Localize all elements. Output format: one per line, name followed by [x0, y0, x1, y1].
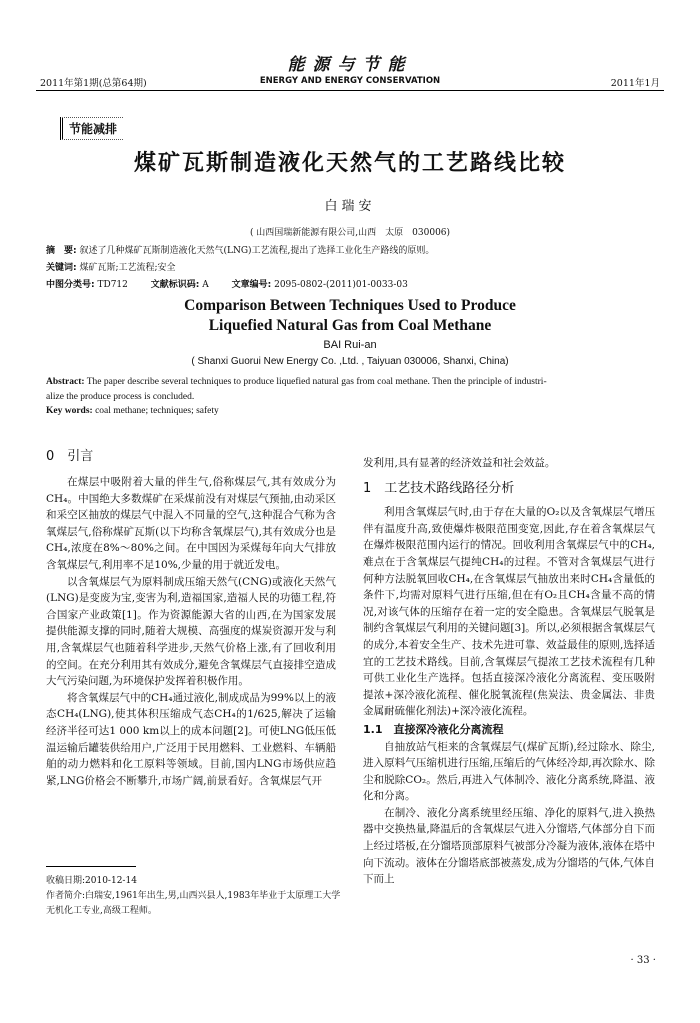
section-heading-1: 1 工艺技术路线路径分析 — [363, 480, 515, 496]
right-column — [363, 455, 655, 888]
journal-name-en: ENERGY AND ENERGY CONSERVATION — [259, 76, 441, 86]
doc-code-value: A — [202, 280, 209, 290]
clc-label: 中图分类号: — [46, 280, 95, 290]
clc-value: TD712 — [97, 280, 128, 290]
affiliation: ( 山西国瑞新能源有限公司,山西 太原 030006) — [249, 228, 451, 238]
paragraph: 在煤层中吸附着大量的伴生气,俗称煤层气,其有效成分为CH₄。中国绝大多数煤矿在采煤前没有对煤层气预抽,由动采区和采空区抽放的煤层气中混入不同量的空气,这种混合气称为含氧煤层气,俗称煤矿瓦斯(以下均称含氧煤层气),其有效成分也是CH₄,浓度在8%～80%之间。在中国因为采煤每年向大气排放含氧煤层气,利用率不足10%,少量的用于就近发电。 — [46, 476, 336, 571]
section-heading-1-1: 1.1 直接深冷液化分离流程 — [363, 722, 504, 736]
abstract-label: 摘 要: — [46, 246, 77, 256]
keywords-cn — [46, 260, 656, 273]
issue-info: 2011年第1期(总第64期) — [40, 78, 147, 89]
english-title-line2: Liquefied Natural Gas from Coal Methane — [208, 317, 492, 334]
section-heading-intro: 0 引言 — [46, 449, 94, 464]
left-column — [46, 474, 336, 789]
english-keywords — [46, 406, 656, 416]
author-name: 白瑞安 — [324, 199, 376, 214]
keywords-label: 关键词: — [46, 263, 77, 273]
author-bio: 作者简介:白瑞安,1961年出生,男,山西兴县人,1983年毕业于太原理工大学无机化工专业,高级工程师。 — [46, 891, 341, 916]
article-number-value: 2095-0802-(2011)01-0033-03 — [274, 280, 408, 290]
english-abstract — [46, 375, 656, 405]
doc-code-label: 文献标识码: — [150, 280, 200, 290]
footnotes — [46, 874, 346, 919]
journal-header — [250, 50, 450, 86]
english-abstract-label: Abstract: — [46, 377, 85, 387]
section-tag: 节能减排 — [60, 117, 123, 140]
english-keywords-label: Key words: — [46, 406, 93, 416]
english-abstract-line2: alize the produce process is concluded. — [46, 392, 195, 402]
paragraph: 自抽放站气柜来的含氧煤层气(煤矿瓦斯),经过除水、除尘,进入原料气压缩机进行压缩,压缩后的气体经冷却,再次除水、除尘和脱除CO₂。然后,再进入气体制冷、液化分离系统,降温、液化和分离。 — [363, 740, 655, 803]
page-number: · 33 · — [630, 955, 656, 966]
journal-name-cn: 能源与节能 — [287, 55, 413, 75]
issue-date: 2011年1月 — [610, 78, 660, 89]
paragraph: 在制冷、液化分离系统里经压缩、净化的原料气,进入换热器中交换热量,降温后的含氧煤层气进入分馏塔,气体部分自下而上经过塔板,在分馏塔顶部原料气被部分冷凝为液体,液体在塔中向下流动。液体在分馏塔底部被蒸发,成为分馏塔的气体,气体自下而上 — [363, 806, 655, 886]
paragraph: 利用含氧煤层气时,由于存在大量的O₂以及含氧煤层气增压伴有温度升高,致使爆炸极限范围变宽,因此,存在着含氧煤层气在爆炸极限范围内运行的情况。回收利用含氧煤层气中的CH₄,难点在于含氧煤层气提纯CH₄的过程。不管对含氧煤层气进行何种方法脱氧回收CH₄,在含氧煤层气抽放出来时CH₄含量低的条件下,均需对原料气进行压缩,但在有O₂且CH₄含量不高的情况,对该气体的压缩存在着一定的安全隐患。含氧煤层气脱氧是制约含氧煤层气利用的关键问题[3]。所以,必须根据含氧煤层气的成分,本着安全生产、技术先进可靠、效益最佳的原则,选择适宜的工艺技术路线。目前,含氧煤层气提浓工艺技术流程有几种可供工业化生产选择。包括直接深冷液化分离流程、变压吸附提浓+深冷液化流程、催化脱氧流程(焦炭法、贵金属法、非贵金属耐硫催化剂法)+深冷液化流程。 — [363, 506, 655, 718]
english-affiliation: ( Shanxi Guorui New Energy Co. ,Ltd. , Taiyuan 030006, Shanxi, China) — [191, 356, 509, 367]
paragraph: 以含氧煤层气为原料制成压缩天然气(CNG)或液化天然气(LNG)是变废为宝,变害为利,造福国家,造福人民的功德工程,符合国家产业政策[1]。作为资源能源大省的山西,在为国家发展提供能源支撑的同时,随着大规模、高强度的煤炭资源开发与利用,含氧煤层气也随着科学进步,天然气价格上涨,有了回收利用的空间。在充分利用其有效成分,避免含氧煤层气直接排空造成大气污染问题,为环境保护发挥着积极作用。 — [46, 575, 336, 688]
paragraph: 将含氧煤层气中的CH₄通过液化,制成成品为99%以上的液态CH₄(LNG),使其体积压缩成气态CH₄的1/625,解决了运输经济半径可达1 000 km以上的成本问题[2]。可使LNG低压低温运输后罐装供给用户,广泛用于民用燃料、工业燃料、车辆船舶的动力燃料和化工原料等领域。目前,国内LNG市场供应趋紧,LNG价格会不断攀升,市场广阔,前景看好。含氧煤层气开 — [46, 691, 336, 787]
keywords-text: 煤矿瓦斯;工艺流程;安全 — [79, 263, 176, 273]
english-title-line1: Comparison Between Techniques Used to Produce — [184, 297, 516, 314]
header-divider — [36, 90, 664, 91]
received-date: 收稿日期:2010-12-14 — [46, 876, 137, 886]
abstract-text: 叙述了几种煤矿瓦斯制造液化天然气(LNG)工艺流程,提出了选择工业化生产路线的原则。 — [79, 246, 435, 256]
english-abstract-line1: The paper describe several techniques to produce liquefied natural gas from coal methane. Then the principle of industri- — [86, 377, 547, 387]
classification-line — [46, 277, 656, 290]
english-author: BAI Rui-an — [323, 339, 377, 351]
abstract-cn — [46, 243, 656, 256]
paragraph: 发利用,具有显著的经济效益和社会效益。 — [363, 457, 556, 469]
page-title: 煤矿瓦斯制造液化天然气的工艺路线比较 — [133, 151, 566, 176]
footnote-divider — [46, 866, 136, 867]
article-number-label: 文章编号: — [231, 280, 272, 290]
english-keywords-text: coal methane; techniques; safety — [95, 406, 219, 416]
